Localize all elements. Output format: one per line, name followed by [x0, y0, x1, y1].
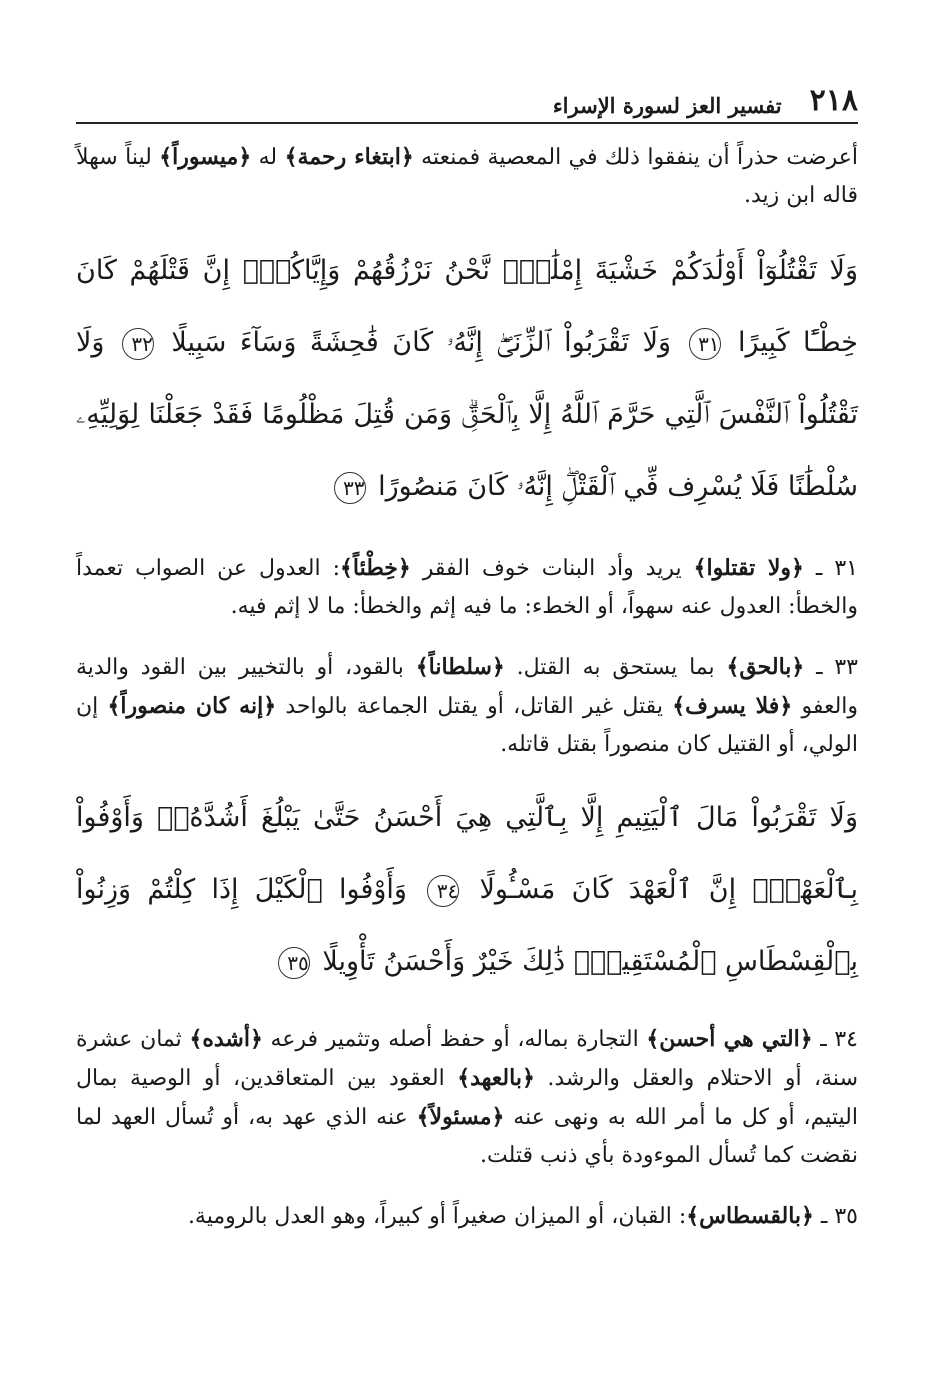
commentary-31 — [76, 549, 858, 626]
commentary-34-text-4: عنه الذي عهد به، أو تُسأل العهد لما نقضت كما تُسأل الموءودة بأي ذنب قتلت. — [76, 1105, 858, 1168]
commentary-34-keyword-1: ﴿ التي هي أحسن ﴾ — [646, 1026, 812, 1052]
commentary-33-text-2: بالقود، أو بالتخيير بين القود والدية والعفو — [76, 655, 859, 719]
commentary-34-keyword-3: ﴿ بالعهد ﴾ — [457, 1065, 535, 1091]
commentary-34-number: ٣٤ ـ — [820, 1027, 858, 1052]
quran-block-2 — [76, 782, 858, 998]
ayah-number-33: ٣٣ — [334, 472, 366, 504]
commentary-31-keyword-2: ﴿ خِطْئاً ﴾ — [340, 555, 411, 581]
commentary-33 — [76, 648, 858, 764]
intro-paragraph — [76, 138, 858, 215]
commentary-33-text-1: بما يستحق به القتل. — [516, 655, 715, 680]
commentary-35-text-1: : القبان، أو الميزان صغيراً أو كبيراً، وهو العدل بالرومية. — [187, 1204, 687, 1229]
intro-text-3: ليناً سهلاً قاله ابن زيد. — [76, 145, 858, 208]
commentary-34 — [76, 1020, 858, 1175]
commentary-31-keyword-1: ﴿ ولا تقتلوا ﴾ — [694, 555, 804, 581]
commentary-34-keyword-4: ﴿ مسئولاً ﴾ — [417, 1104, 505, 1130]
commentary-33-keyword-1: ﴿ بالحق ﴾ — [726, 654, 804, 680]
commentary-33-text-4: إن الولي، أو القتيل كان منصوراً بقتل قاتله. — [76, 694, 858, 757]
commentary-31-number: ٣١ ـ — [815, 556, 858, 581]
commentary-31-text-1: يريد وأد البنات خوف الفقر — [422, 556, 682, 581]
intro-text-2: له — [258, 145, 278, 170]
commentary-33-keyword-3: ﴿ فلا يسرف ﴾ — [672, 693, 792, 719]
quran-block-1 — [76, 235, 858, 523]
page-header — [76, 70, 858, 124]
commentary-35-keyword-1: ﴿ بالقسطاس ﴾ — [686, 1203, 814, 1229]
commentary-34-keyword-2: ﴿ أشده ﴾ — [189, 1026, 262, 1052]
commentary-33-keyword-4: ﴿ إنه كان منصوراً ﴾ — [108, 693, 277, 719]
ayah-number-35: ٣٥ — [278, 947, 310, 979]
commentary-33-keyword-2: ﴿ سلطاناً ﴾ — [416, 654, 505, 680]
commentary-33-number: ٣٣ ـ — [816, 655, 858, 680]
ayah-number-32: ٣٢ — [122, 328, 154, 360]
verse-35: وَأَوْفُوا ٱلْكَيْلَ إِذَا كِلْتُمْ وَزِنُواْ بِٱلْقِسْطَاسِ ٱلْمُسْتَقِيمِۚ ذَٰلِكَ خَيْرٌ وَأَحْسَنُ تَأْوِيلًا — [76, 874, 858, 977]
verse-32: وَلَا تَقْرَبُواْ ٱلزِّنَىٰٓۖ إِنَّهُۥ كَانَ فَٰحِشَةً وَسَآءَ سَبِيلًا — [171, 327, 672, 358]
ayah-number-34: ٣٤ — [427, 875, 459, 907]
ayah-number-31: ٣١ — [689, 328, 721, 360]
verse-31: وَلَا تَقْتُلُوٓاْ أَوْلَٰدَكُمْ خَشْيَةَ إِمْلَٰقٍۖ نَّحْنُ نَرْزُقُهُمْ وَإِيَّاكُمْۚ إِنَّ قَتْلَهُمْ كَانَ خِطْـًٔا كَبِيرًا — [76, 255, 858, 358]
commentary-33-text-3: يقتل غير القاتل، أو يقتل الجماعة بالواحد — [285, 694, 663, 719]
commentary-34-text-1: التجارة بماله، أو حفظ أصله وتثمير فرعه — [270, 1027, 639, 1052]
commentary-31-text-2: : العدول عن الصواب تعمداً والخطأ: العدول عنه سهواً، أو الخطء: ما فيه إثم والخطأ: ما لا إثم فيه. — [76, 556, 858, 619]
commentary-34-text-3: العقود بين المتعاقدين، أو الوصية بمال اليتيم، أو كل ما أمر الله به ونهى عنه — [76, 1066, 858, 1130]
commentary-35-number: ٣٥ ـ — [820, 1204, 858, 1229]
intro-keyword-1: ﴿ ابتغاء رحمة ﴾ — [285, 144, 414, 170]
verse-33: وَلَا تَقْتُلُواْ ٱلنَّفْسَ ٱلَّتِي حَرَّمَ ٱللَّهُ إِلَّا بِٱلْحَقِّۗ وَمَن قُتِلَ مَظْلُومًا فَقَدْ جَعَلْنَا لِوَلِيِّهِۦ سُلْطَٰنًا فَلَا يُسْرِف فِّي ٱلْقَتْلِۖ إِنَّهُۥ كَانَ مَنصُورًا — [76, 327, 858, 502]
page-number: ٢١٨ — [809, 83, 858, 118]
commentary-34-text-2: ثمان عشرة سنة، أو الاحتلام والعقل والرشد. — [76, 1027, 859, 1091]
intro-keyword-2: ﴿ ميسوراً ﴾ — [159, 144, 251, 170]
commentary-35 — [76, 1197, 858, 1236]
verse-34: وَلَا تَقْرَبُواْ مَالَ ٱلْيَتِيمِ إِلَّا بِٱلَّتِي هِيَ أَحْسَنُ حَتَّىٰ يَبْلُغَ أَشُدَّهُۥۚ وَأَوْفُواْ بِٱلْعَهْدِۖ إِنَّ ٱلْعَهْدَ كَانَ مَسْـُٔولًا — [76, 802, 858, 905]
running-title: تفسير العز لسورة الإسراء — [552, 93, 782, 118]
intro-text-1: أعرضت حذراً أن ينفقوا ذلك في المعصية فمنعته — [421, 145, 858, 170]
